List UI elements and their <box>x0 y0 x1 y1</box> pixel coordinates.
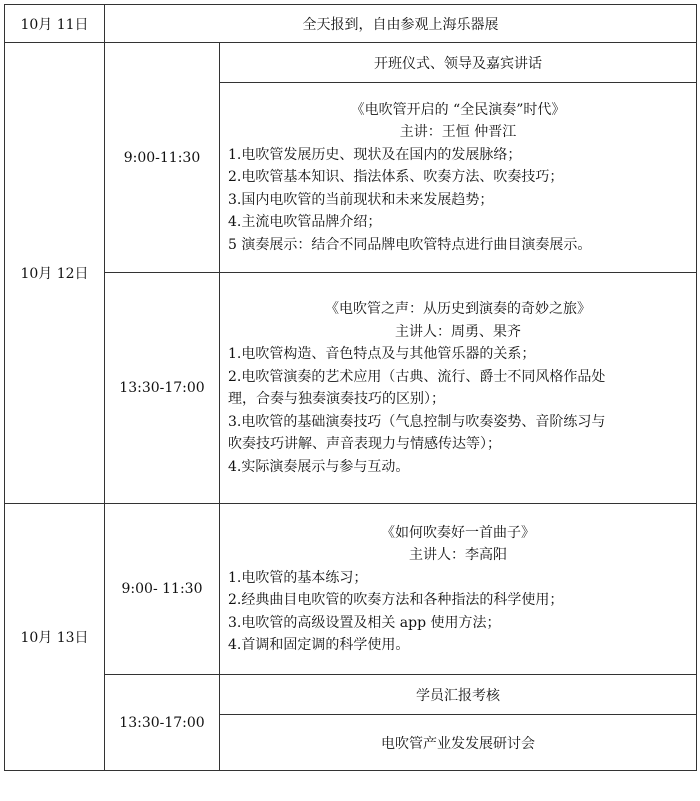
row-day2-afternoon <box>5 273 697 504</box>
schedule-table <box>4 4 697 771</box>
activity-day1: 全天报到，自由参观上海乐器展 <box>105 5 697 43</box>
lecture-item: 2.电吹管演奏的艺术应用（古典、流行、爵士不同风格作品处 <box>228 368 606 385</box>
row-day3-assessment <box>5 675 697 715</box>
opening-ceremony: 开班仪式、领导及嘉宾讲话 <box>220 43 697 83</box>
lecture-day2-morning <box>220 83 697 273</box>
row-day3-morning <box>5 504 697 675</box>
date-cell-day2: 10月 12日 <box>5 43 105 504</box>
lecture-item: 理，合奏与独奏演奏技巧的区别）； <box>228 391 445 407</box>
lecture-day2-afternoon <box>220 273 697 504</box>
lecture-speaker: 主讲人：周勇、果齐 <box>395 323 521 340</box>
lecture-title: 《如何吹奏好一首曲子》 <box>381 524 535 541</box>
lecture-title: 《电吹管之声：从历史到演奏的奇妙之旅》 <box>325 301 591 317</box>
lecture-item: 1.电吹管构造、音色特点及与其他管乐器的关系； <box>228 346 536 362</box>
lecture-item: 1.电吹管的基本练习； <box>228 569 368 586</box>
lecture-item: 3.电吹管的基础演奏技巧（气息控制与吹奏姿势、音阶练习与 <box>228 413 606 430</box>
time-day3-afternoon: 13:30-17:00 <box>105 675 220 771</box>
time-day3-morning: 9:00- 11:30 <box>105 504 220 675</box>
lecture-speaker: 主讲人：李高阳 <box>409 547 507 563</box>
lecture-speaker: 主讲：王恒 仲晋江 <box>399 124 517 141</box>
lecture-day3-morning <box>220 504 697 675</box>
time-day2-morning: 9:00-11:30 <box>105 43 220 273</box>
assessment: 学员汇报考核 <box>220 675 697 715</box>
lecture-item: 4.首调和固定调的科学使用。 <box>228 637 410 653</box>
row-day1 <box>5 5 697 43</box>
time-day2-afternoon: 13:30-17:00 <box>105 273 220 504</box>
date-cell-day3: 10月 13日 <box>5 504 105 771</box>
lecture-item: 3.国内电吹管的当前现状和未来发展趋势； <box>228 191 494 208</box>
lecture-item: 吹奏技巧讲解、声音表现力与情感传达等）； <box>228 436 501 452</box>
seminar: 电吹管产业发发展研讨会 <box>220 715 697 771</box>
lecture-item: 2.经典曲目电吹管的吹奏方法和各种指法的科学使用； <box>228 592 564 608</box>
lecture-title: 《电吹管开启的 “全民演奏”时代》 <box>350 101 566 118</box>
lecture-item: 5 演奏展示：结合不同品牌电吹管特点进行曲目演奏展示。 <box>228 236 592 253</box>
lecture-item: 2.电吹管基本知识、指法体系、吹奏方法、吹奏技巧； <box>228 169 564 186</box>
lecture-item: 3.电吹管的高级设置及相关 app 使用方法； <box>228 614 501 631</box>
row-day2-opening <box>5 43 697 83</box>
lecture-item: 4.实际演奏展示与参与互动。 <box>228 458 410 475</box>
date-cell-day1: 10月 11日 <box>5 5 105 43</box>
lecture-item: 4.主流电吹管品牌介绍； <box>228 214 382 231</box>
lecture-item: 1.电吹管发展历史、现状及在国内的发展脉络； <box>228 146 522 163</box>
